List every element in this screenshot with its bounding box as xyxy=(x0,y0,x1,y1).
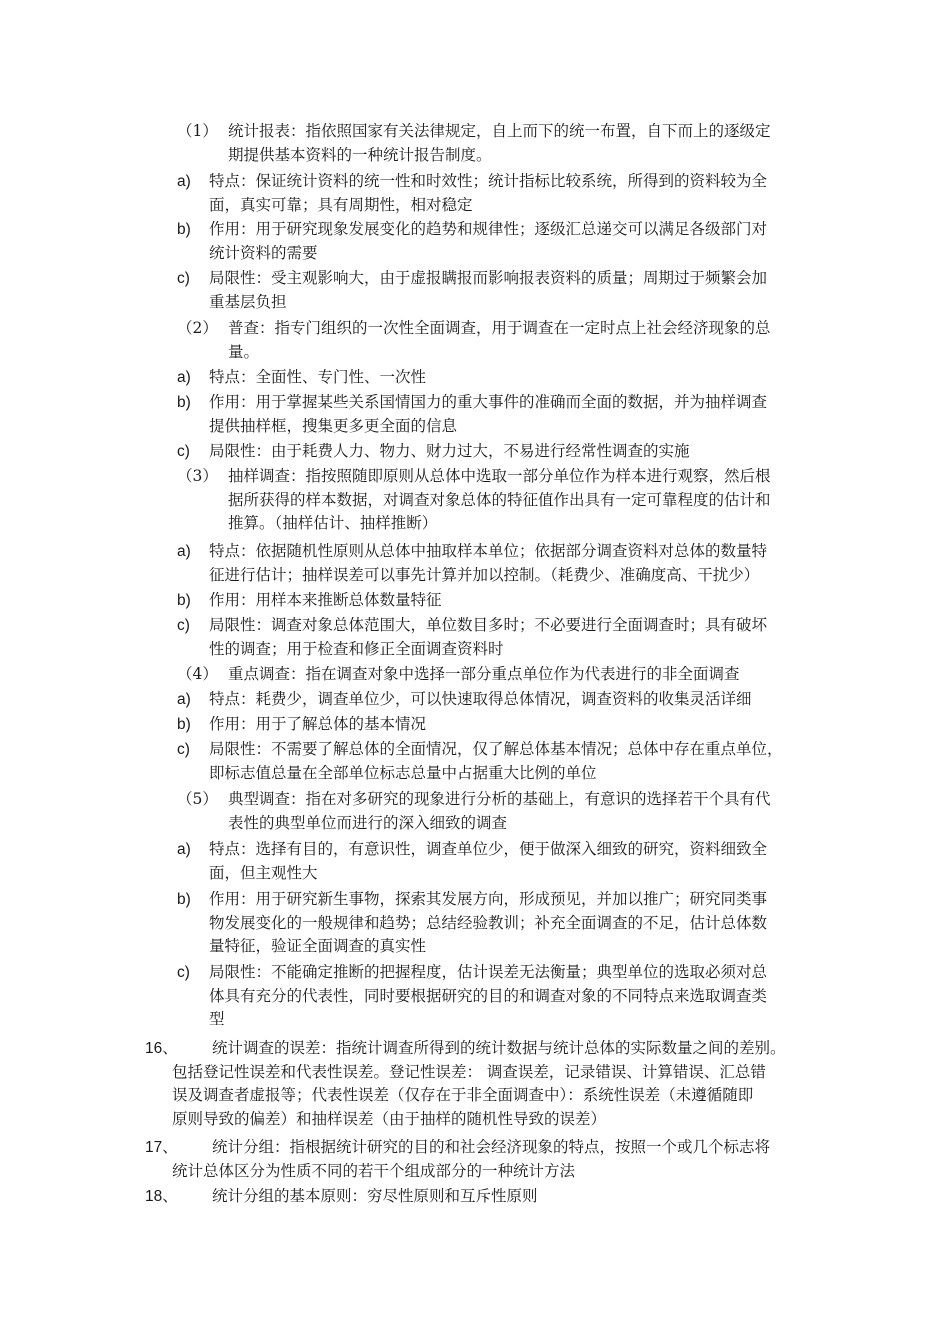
text-line: 量特征，验证全面调查的真实性 xyxy=(209,937,427,955)
item-label: a) xyxy=(177,543,191,560)
text-line: 普查：指专门组织的一次性全面调查，用于调查在一定时点上社会经济现象的总 xyxy=(228,319,771,337)
text-line: 性的调查；用于检查和修正全面调查资料时 xyxy=(209,639,504,658)
text-line: 特点：选择有目的，有意识性，调查单位少，便于做深入细致的研究，资料细致全 xyxy=(209,840,768,858)
item-label: 17、 xyxy=(145,1139,178,1156)
text-line: 重基层负担 xyxy=(209,292,287,311)
item-label: （4） xyxy=(177,665,218,683)
text-line: 量。 xyxy=(228,342,260,361)
text-line: 统计资料的需要 xyxy=(209,243,318,262)
item-label: b) xyxy=(177,394,191,411)
text-line: 作用：用样本来推断总体数量特征 xyxy=(209,591,442,609)
text-line: 作用：用于研究新生事物，探索其发展方向，形成预见，并加以推广；研究同类事 xyxy=(209,890,768,908)
text-line: 局限性：不能确定推断的把握程度，估计误差无法衡量；典型单位的选取必须对总 xyxy=(209,963,768,981)
text-line: 期提供基本资料的一种统计报告制度。 xyxy=(228,145,492,164)
text-line: 统计分组的基本原则：穷尽性原则和互斥性原则 xyxy=(212,1187,538,1205)
text-line: 物发展变化的一般规律和趋势；总结经验教训；补充全面调查的不足，估计总体数 xyxy=(209,913,768,932)
item-label: a) xyxy=(177,691,191,708)
text-line: 即标志值总量在全部单位标志总量中占据重大比例的单位 xyxy=(209,763,597,782)
item-label: 18、 xyxy=(145,1188,178,1205)
text-line: 包括登记性误差和代表性误差。登记性误差： 调查误差，记录错误、计算错误、汇总错 xyxy=(172,1062,766,1081)
text-line: 典型调查：指在对多研究的现象进行分析的基础上，有意识的选择若干个具有代 xyxy=(228,790,771,808)
item-label: （3） xyxy=(177,467,218,485)
text-line: 局限性：调查对象总体范围大，单位数目多时；不必要进行全面调查时；具有破坏 xyxy=(209,616,768,634)
text-line: 局限性：不需要了解总体的全面情况，仅了解总体基本情况；总体中存在重点单位， xyxy=(209,740,783,758)
text-line: 特点：依据随机性原则从总体中抽取样本单位；依据部分调查资料对总体的数量特 xyxy=(209,542,768,560)
text-line: 特点：全面性、专门性、一次性 xyxy=(209,368,427,386)
item-label: b) xyxy=(177,592,191,609)
text-line: 提供抽样框，搜集更多更全面的信息 xyxy=(209,416,458,435)
text-line: 误及调查者虚报等；代表性误差（仅存在于非全面调查中）：系统性误差（未遵循随即 xyxy=(172,1086,754,1104)
item-label: （5） xyxy=(177,790,218,808)
text-line: 统计报表：指依照国家有关法律规定，自上而下的统一布置，自下而上的逐级定 xyxy=(228,122,771,140)
text-line: 重点调查：指在调查对象中选择一部分重点单位作为代表进行的非全面调查 xyxy=(228,665,740,683)
item-label: b) xyxy=(177,716,191,733)
item-label: b) xyxy=(177,891,191,908)
text-line: 面，真实可靠；具有周期性，相对稳定 xyxy=(209,195,473,214)
text-line: 征进行估计；抽样误差可以事先计算并加以控制。（耗费少、准确度高、干扰少） xyxy=(209,565,760,584)
item-label: a) xyxy=(177,841,191,858)
text-line: 体具有充分的代表性，同时要根据研究的目的和调查对象的不同特点来选取调查类 xyxy=(209,986,768,1005)
item-label: c) xyxy=(177,270,190,287)
item-label: a) xyxy=(177,173,191,190)
text-line: 表性的典型单位而进行的深入细致的调查 xyxy=(228,813,508,832)
item-label: c) xyxy=(177,443,190,460)
text-line: 特点：保证统计资料的统一性和时效性；统计指标比较系统，所得到的资料较为全 xyxy=(209,172,768,190)
text-line: 面，但主观性大 xyxy=(209,863,318,882)
item-label: c) xyxy=(177,964,190,981)
text-line: 局限性：受主观影响大，由于虚报瞒报而影响报表资料的质量；周期过于频繁会加 xyxy=(209,269,768,287)
item-label: 16、 xyxy=(145,1040,178,1057)
item-label: （1） xyxy=(177,122,218,140)
text-line: 作用：用于研究现象发展变化的趋势和规律性；逐级汇总递交可以满足各级部门对 xyxy=(209,220,768,238)
text-line: 原则导致的偏差）和抽样误差（由于抽样的随机性导致的误差） xyxy=(172,1109,607,1128)
text-line: 统计分组：指根据统计研究的目的和社会经济现象的特点，按照一个或几个标志将 xyxy=(212,1138,771,1156)
item-label: c) xyxy=(177,617,190,634)
text-line: 作用：用于了解总体的基本情况 xyxy=(209,715,427,733)
text-line: 特点：耗费少，调查单位少，可以快速取得总体情况，调查资料的收集灵活详细 xyxy=(209,690,752,708)
text-line: 统计总体区分为性质不同的若干个组成部分的一种统计方法 xyxy=(172,1161,576,1180)
item-label: a) xyxy=(177,369,191,386)
text-line: 作用：用于掌握某些关系国情国力的重大事件的准确而全面的数据，并为抽样调查 xyxy=(209,393,768,411)
text-line: 推算。（抽样估计、抽样推断） xyxy=(228,514,438,532)
text-line: 据所获得的样本数据，对调查对象总体的特征值作出具有一定可靠程度的估计和 xyxy=(228,490,771,509)
text-line: 局限性：由于耗费人力、物力、财力过大，不易进行经常性调查的实施 xyxy=(209,442,690,460)
item-label: （2） xyxy=(177,319,218,337)
text-line: 抽样调查：指按照随即原则从总体中选取一部分单位作为样本进行观察，然后根 xyxy=(228,467,771,485)
item-label: b) xyxy=(177,221,191,238)
text-line: 型 xyxy=(209,1010,225,1028)
text-line: 统计调查的误差：指统计调查所得到的统计数据与统计总体的实际数量之间的差别。 xyxy=(212,1039,786,1057)
item-label: c) xyxy=(177,741,190,758)
